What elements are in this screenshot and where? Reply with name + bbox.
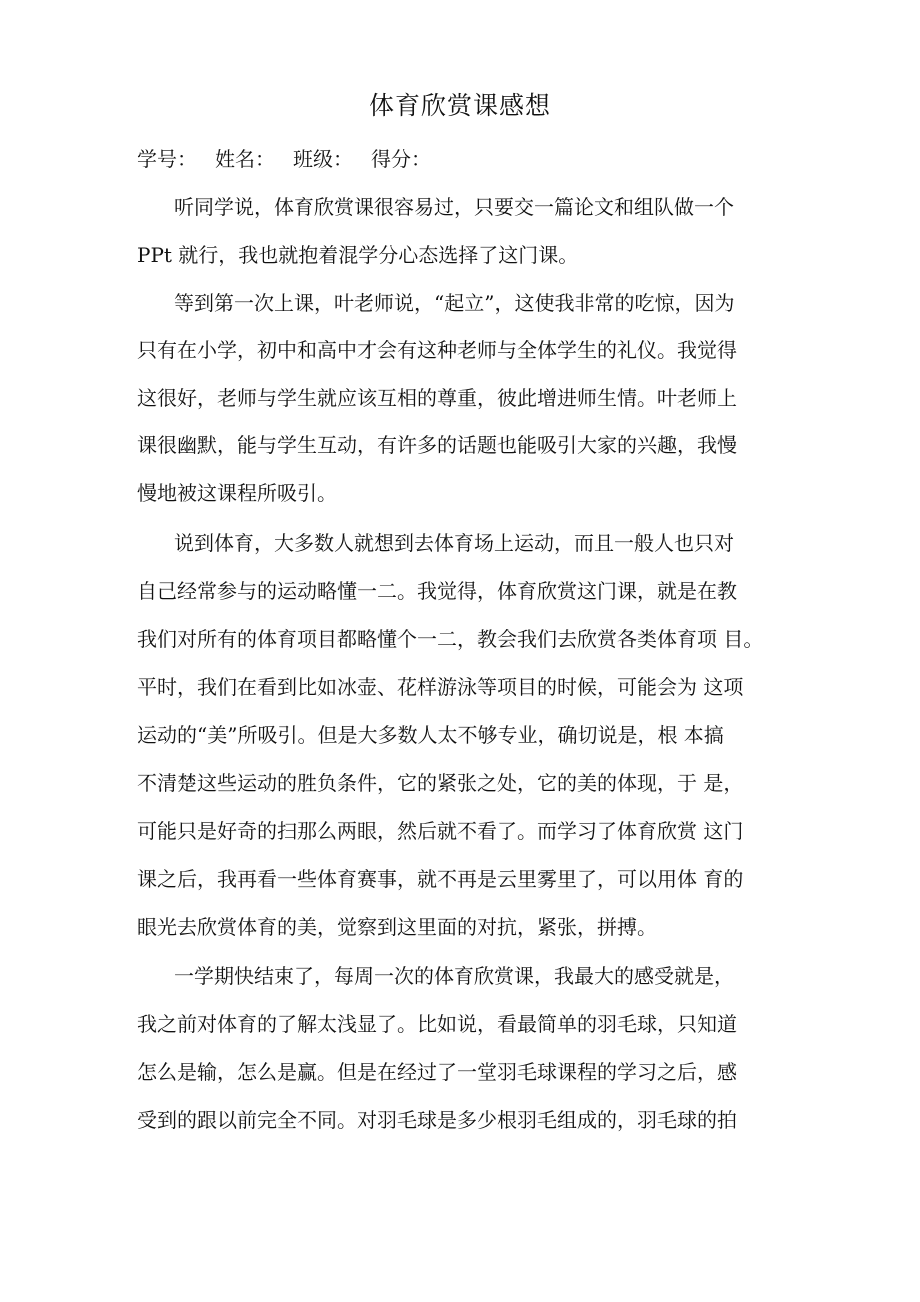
paragraph-line: 平时，我们在看到比如冰壶、花样游泳等项目的时候，可能会为 这项 [137,675,744,699]
paragraph-line: PPt 就行，我也就抱着混学分心态选择了这门课。 [137,243,579,267]
paragraph-line: 不清楚这些运动的胜负条件，它的紧张之处，它的美的体现，于 是， [137,771,744,795]
paragraph-line: 等到第一次上课，叶老师说，“起立”，这使我非常的吃惊，因为 [174,291,735,315]
paragraph-line: 课很幽默，能与学生互动，有许多的话题也能吸引大家的兴趣，我慢 [137,433,737,457]
paragraph-line: 课之后，我再看一些体育赛事，就不再是云里雾里了，可以用体 育的 [137,867,744,891]
paragraph-line: 受到的跟以前完全不同。对羽毛球是多少根羽毛组成的，羽毛球的拍 [137,1108,737,1132]
paragraph-line: 这很好，老师与学生就应该互相的尊重，彼此增进师生情。叶老师上 [137,386,737,410]
document-title: 体育欣赏课感想 [368,91,551,120]
paragraph-line: 可能只是好奇的扫那么两眼，然后就不看了。而学习了体育欣赏 这门 [137,819,744,843]
score-label: 得分： [371,147,431,171]
class-label: 班级： [293,147,353,171]
paragraph-line: 自己经常参与的运动略懂一二。我觉得，体育欣赏这门课，就是在教 [137,579,737,603]
paragraph-line: 只有在小学，初中和高中才会有这种老师与全体学生的礼仪。我觉得 [137,338,737,362]
paragraph-line: 我之前对体育的了解太浅显了。比如说，看最简单的羽毛球，只知道 [137,1012,737,1036]
paragraph-line: 听同学说，体育欣赏课很容易过，只要交一篇论文和组队做一个 [174,195,734,219]
paragraph-line: 慢地被这课程所吸引。 [137,481,337,505]
paragraph-line: 一学期快结束了，每周一次的体育欣赏课，我最大的感受就是， [174,964,734,988]
paragraph-line: 我们对所有的体育项目都略懂个一二，教会我们去欣赏各类体育项 目。 [137,627,764,651]
name-label: 姓名： [215,147,275,171]
paragraph-line: 说到体育，大多数人就想到去体育场上运动，而且一般人也只对 [174,531,734,555]
paragraph-line: 运动的“美”所吸引。但是大多数人太不够专业，确切说是，根 本搞 [137,723,724,747]
paragraph-line: 眼光去欣赏体育的美，觉察到这里面的对抗，紧张，拼搏。 [137,915,657,939]
student-info-row [137,143,431,175]
paragraph-line: 怎么是输，怎么是赢。但是在经过了一堂羽毛球课程的学习之后，感 [137,1060,737,1084]
student-id-label: 学号： [137,147,197,171]
